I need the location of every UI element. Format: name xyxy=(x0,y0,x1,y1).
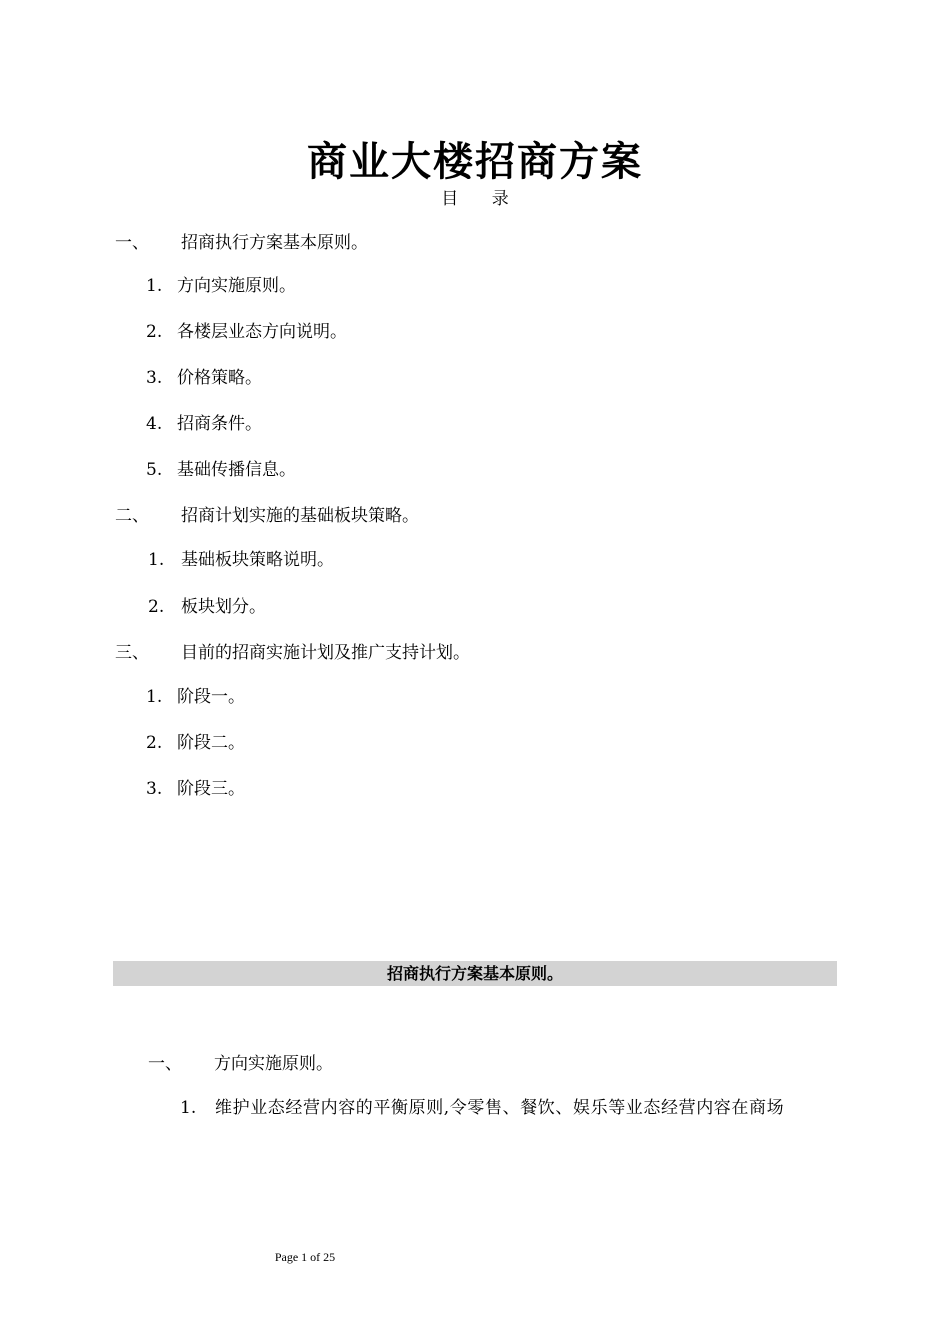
toc-text: 招商执行方案基本原则。 xyxy=(181,233,368,253)
toc-number: 三、 xyxy=(115,643,149,663)
page-footer: Page 1 of 25 xyxy=(274,1250,336,1264)
toc-entry-3-3 xyxy=(146,778,245,800)
toc-number: 3. xyxy=(146,779,163,799)
toc-number: 1. xyxy=(146,687,163,707)
toc-text: 价格策略。 xyxy=(177,368,262,388)
toc-number: 5. xyxy=(146,460,163,480)
toc-text: 基础传播信息。 xyxy=(177,460,296,480)
toc-text: 方向实施原则。 xyxy=(177,276,296,296)
document-title: 商业大楼招商方案 xyxy=(307,138,643,185)
toc-number: 2. xyxy=(148,597,165,617)
toc-entry-1-2 xyxy=(146,321,347,343)
section-banner: 招商执行方案基本原则。 xyxy=(113,961,837,986)
toc-number: 二、 xyxy=(115,506,149,526)
toc-entry-1-5 xyxy=(146,459,296,481)
toc-number: 2. xyxy=(146,733,163,753)
toc-entry-1 xyxy=(115,232,368,254)
toc-entry-1-4 xyxy=(146,413,262,435)
toc-text: 招商计划实施的基础板块策略。 xyxy=(181,506,419,526)
toc-number: 1. xyxy=(146,276,163,296)
section-item-text: 维护业态经营内容的平衡原则,令零售、餐饮、娱乐等业态经营内容在商场 xyxy=(215,1098,785,1118)
toc-heading: 目 录 xyxy=(441,189,523,209)
toc-text: 板块划分。 xyxy=(181,597,266,617)
toc-entry-2 xyxy=(115,505,419,527)
toc-text: 阶段二。 xyxy=(177,733,245,753)
section-heading-number: 一、 xyxy=(148,1054,182,1074)
toc-text: 阶段三。 xyxy=(177,779,245,799)
toc-text: 基础板块策略说明。 xyxy=(181,550,334,570)
toc-number: 3. xyxy=(146,368,163,388)
toc-text: 各楼层业态方向说明。 xyxy=(177,322,347,342)
toc-number: 4. xyxy=(146,414,163,434)
toc-number: 1. xyxy=(148,550,165,570)
toc-entry-2-2 xyxy=(148,596,266,618)
toc-entry-3 xyxy=(115,642,470,664)
section-heading xyxy=(148,1053,333,1075)
toc-entry-3-1 xyxy=(146,686,245,708)
section-heading-text: 方向实施原则。 xyxy=(214,1054,333,1074)
toc-entry-1-3 xyxy=(146,367,262,389)
toc-text: 目前的招商实施计划及推广支持计划。 xyxy=(181,643,470,663)
section-item-number: 1. xyxy=(180,1098,197,1118)
toc-entry-2-1 xyxy=(148,549,334,571)
toc-text: 招商条件。 xyxy=(177,414,262,434)
toc-entry-1-1 xyxy=(146,275,296,297)
toc-entry-3-2 xyxy=(146,732,245,754)
toc-number: 一、 xyxy=(115,233,149,253)
toc-text: 阶段一。 xyxy=(177,687,245,707)
toc-number: 2. xyxy=(146,322,163,342)
section-item xyxy=(180,1097,784,1119)
